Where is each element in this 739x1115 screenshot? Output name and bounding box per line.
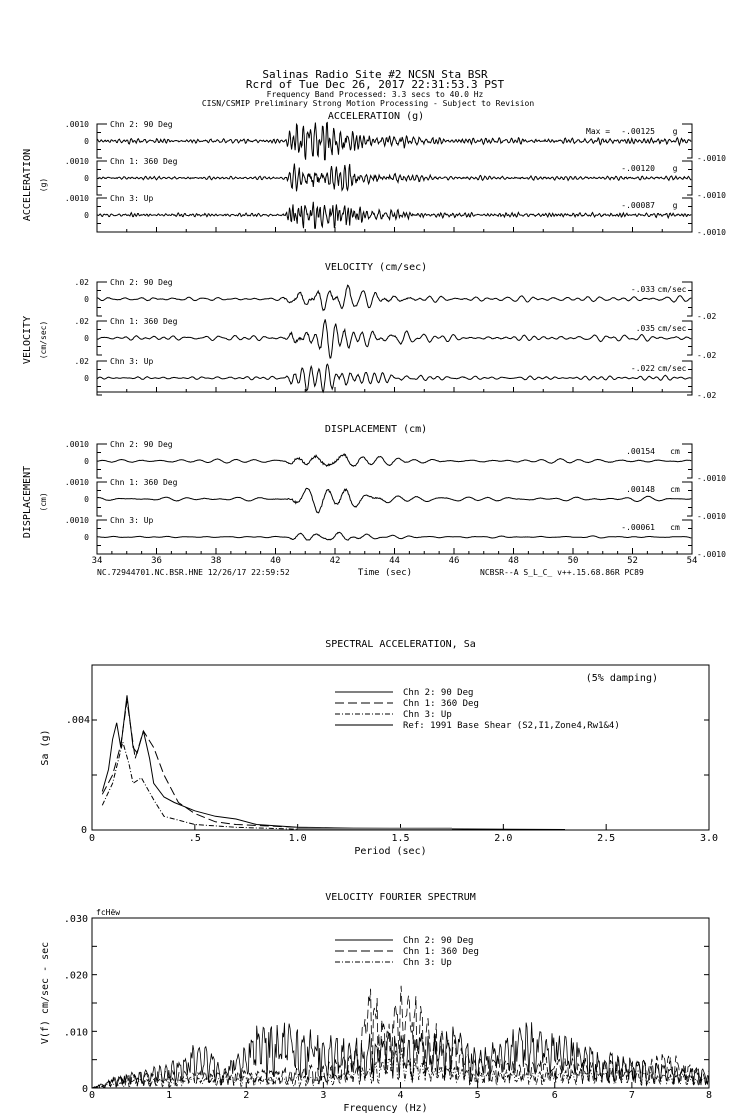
channel-label: Chn 1: 360 Deg (110, 478, 178, 487)
x-tick-label: 1.0 (288, 833, 307, 844)
ytick-top: .02 (74, 278, 89, 287)
panel-ylabel: VELOCITY (22, 315, 33, 365)
channel-label: Chn 1: 360 Deg (110, 157, 178, 166)
x-tick-label: 44 (389, 556, 400, 566)
y-tick-label: .030 (63, 914, 88, 925)
waveform (97, 202, 691, 228)
ytick-zero: 0 (84, 495, 89, 504)
trace-1 (65, 440, 726, 483)
peak-value: .00154 (626, 447, 655, 456)
waveform (97, 164, 691, 192)
legend-label: Chn 2: 90 Deg (403, 688, 474, 698)
footer-right: NCBSR--A S_L_C_ v++.15.68.86R PC89 (480, 568, 644, 577)
legend-item (335, 699, 479, 709)
y-tick-label: .010 (63, 1027, 88, 1039)
ytick-top: .0010 (64, 516, 89, 525)
frequency-band: Frequency Band Processed: 3.3 secs to 40.0 Hz (266, 90, 484, 99)
x-tick-label: 42 (329, 556, 341, 566)
corner-label: fcHёw (96, 908, 121, 917)
panel-title: ACCELERATION (g) (327, 111, 425, 122)
channel-label: Chn 3: Up (110, 194, 154, 203)
trace-ticks (97, 330, 692, 347)
chart-title: VELOCITY FOURIER SPECTRUM (325, 892, 476, 903)
y-tick-label: 0 (80, 825, 87, 836)
x-tick-label: 1.5 (391, 833, 410, 844)
legend-item (335, 936, 473, 946)
series-line (102, 701, 400, 829)
series-line (92, 1022, 708, 1088)
ytick-bottom: -.0010 (697, 154, 726, 163)
x-tick-label: 2.0 (494, 833, 513, 844)
x-tick-label: 0 (88, 1090, 96, 1101)
ytick-bottom: -.0010 (697, 550, 726, 559)
x-tick-label: 3 (320, 1090, 327, 1101)
panel-yunit: (cm) (39, 492, 48, 512)
panel-velocity (22, 262, 716, 400)
ytick-top: .0010 (64, 194, 89, 203)
peak-value: -.00061 (621, 523, 655, 532)
legend-label: Chn 3: Up (403, 710, 452, 720)
ytick-zero: 0 (84, 137, 89, 146)
waveform (97, 285, 691, 310)
x-tick-label: 0 (88, 833, 96, 844)
plot-frame (92, 665, 709, 830)
ytick-zero: 0 (84, 295, 89, 304)
legend-item (335, 947, 479, 957)
x-tick-label: 2.5 (597, 833, 616, 844)
y-axis-label: Sa (g) (40, 729, 51, 766)
x-tick-label: 38 (210, 556, 222, 566)
peak-unit: cm (670, 485, 680, 494)
x-tick-label: 36 (151, 556, 162, 566)
header (202, 68, 535, 108)
x-tick-label: .5 (188, 833, 201, 844)
x-tick-label: 5 (474, 1090, 481, 1101)
ytick-bottom: -.0010 (697, 228, 726, 237)
ytick-top: .0010 (64, 440, 89, 449)
x-tick-label: 3.0 (699, 833, 719, 844)
x-axis-label: Time (sec) (357, 568, 413, 578)
ytick-bottom: -.0010 (697, 191, 726, 200)
x-tick-label: 4 (397, 1090, 404, 1101)
panel-acceleration (22, 111, 726, 237)
legend-item (335, 721, 620, 731)
y-tick-label: .020 (63, 970, 88, 982)
legend-item (335, 710, 452, 720)
peak-value: -.022 (630, 364, 655, 373)
trace-2 (75, 317, 717, 360)
ytick-top: .0010 (64, 120, 89, 129)
peak-unit: g (672, 127, 678, 136)
ytick-zero: 0 (84, 533, 89, 542)
channel-label: Chn 2: 90 Deg (110, 278, 173, 287)
ytick-top: .02 (74, 317, 89, 326)
x-tick-label: 40 (270, 556, 281, 566)
peak-unit: g (672, 164, 678, 173)
legend-label: Ref: 1991 Base Shear (S2,I1,Zone4,Rw1&4) (403, 721, 620, 731)
channel-label: Chn 2: 90 Deg (110, 440, 173, 449)
x-tick-label: 48 (508, 556, 519, 566)
series-line (92, 986, 708, 1088)
y-axis-label: V(f) cm/sec - sec (40, 941, 51, 1045)
trace-3 (65, 194, 726, 237)
waveform (97, 488, 691, 513)
channel-label: Chn 3: Up (110, 357, 154, 366)
panel-title: DISPLACEMENT (cm) (324, 424, 428, 435)
x-tick-label: 52 (627, 556, 638, 566)
x-tick-label: 1 (166, 1090, 173, 1101)
plot-frame (92, 918, 709, 1088)
waveform (97, 319, 691, 358)
peak-value: .00148 (626, 485, 655, 494)
max-label: Max = (586, 127, 611, 136)
trace-2 (65, 157, 726, 200)
footer-left: NC.72944701.NC.BSR.HNE 12/26/17 22:59:52 (97, 568, 290, 577)
ytick-bottom: -.02 (697, 391, 717, 400)
channel-label: Chn 1: 360 Deg (110, 317, 178, 326)
trace-3 (75, 357, 717, 400)
legend-label: Chn 2: 90 Deg (403, 936, 474, 946)
ytick-top: .0010 (64, 157, 89, 166)
panel-yunit: (g) (39, 177, 48, 193)
damping-note: (5% damping) (585, 673, 658, 684)
ytick-zero: 0 (84, 174, 89, 183)
x-tick-label: 7 (628, 1090, 635, 1101)
x-axis-label: Frequency (Hz) (343, 1103, 428, 1114)
panel-ylabel: ACCELERATION (22, 148, 33, 222)
peak-unit: cm/sec (657, 324, 687, 333)
peak-unit: cm (670, 447, 680, 456)
x-axis-label: Period (sec) (354, 846, 427, 857)
channel-label: Chn 3: Up (110, 516, 154, 525)
peak-unit: cm/sec (657, 285, 687, 294)
legend-label: Chn 3: Up (403, 958, 452, 968)
trace-3 (65, 516, 726, 559)
x-tick-label: 50 (567, 556, 579, 566)
ytick-top: .02 (74, 357, 89, 366)
x-tick-label: 8 (705, 1090, 713, 1101)
peak-unit: g (672, 201, 678, 210)
peak-unit: cm/sec (657, 364, 687, 373)
ytick-zero: 0 (84, 211, 89, 220)
x-tick-label: 34 (91, 556, 103, 566)
station-title: Salinas Radio Site #2 NCSN Sta BSR (262, 68, 488, 81)
ytick-bottom: -.0010 (697, 512, 726, 521)
peak-value: -.033 (630, 285, 655, 294)
spectral-acceleration-chart (40, 639, 718, 857)
peak-value: -.00125 (621, 127, 655, 136)
series-line (102, 695, 565, 829)
record-time: Rcrd of Tue Dec 26, 2017 22:31:53.3 PST (245, 78, 505, 91)
ytick-zero: 0 (84, 374, 89, 383)
chart-title: SPECTRAL ACCELERATION, Sa (325, 639, 476, 650)
ytick-top: .0010 (64, 478, 89, 487)
legend-item (335, 688, 473, 698)
ytick-zero: 0 (84, 457, 89, 466)
x-tick-label: 46 (448, 556, 460, 566)
waveform (97, 454, 691, 466)
peak-value: .035 (635, 324, 655, 333)
trace-bracket (97, 321, 692, 355)
legend-label: Chn 1: 360 Deg (403, 699, 479, 709)
velocity-fourier-chart (40, 892, 712, 1114)
channel-label: Chn 2: 90 Deg (110, 120, 173, 129)
panel-yunit: (cm/sec) (39, 320, 48, 360)
peak-unit: cm (670, 523, 680, 532)
x-tick-label: 54 (686, 556, 698, 566)
y-tick-label: 0 (81, 1084, 88, 1095)
trace-1 (75, 278, 717, 321)
processing-note: CISN/CSMIP Preliminary Strong Motion Processing - Subject to Revision (201, 99, 535, 108)
ytick-bottom: -.02 (697, 312, 717, 321)
legend-label: Chn 1: 360 Deg (403, 947, 479, 957)
ytick-zero: 0 (84, 334, 89, 343)
time-axis (92, 548, 698, 578)
y-tick-label: .004 (65, 715, 90, 726)
trace-2 (65, 478, 726, 521)
waveform (97, 532, 691, 540)
peak-value: -.00120 (621, 164, 655, 173)
panel-title: VELOCITY (cm/sec) (324, 262, 428, 273)
ytick-bottom: -.0010 (697, 474, 726, 483)
panel-ylabel: DISPLACEMENT (22, 465, 33, 539)
ytick-bottom: -.02 (697, 351, 717, 360)
x-tick-label: 6 (551, 1090, 558, 1101)
legend-item (335, 958, 452, 968)
peak-value: -.00087 (621, 201, 655, 210)
panel-displacement (22, 424, 726, 578)
x-tick-label: 2 (243, 1090, 250, 1101)
